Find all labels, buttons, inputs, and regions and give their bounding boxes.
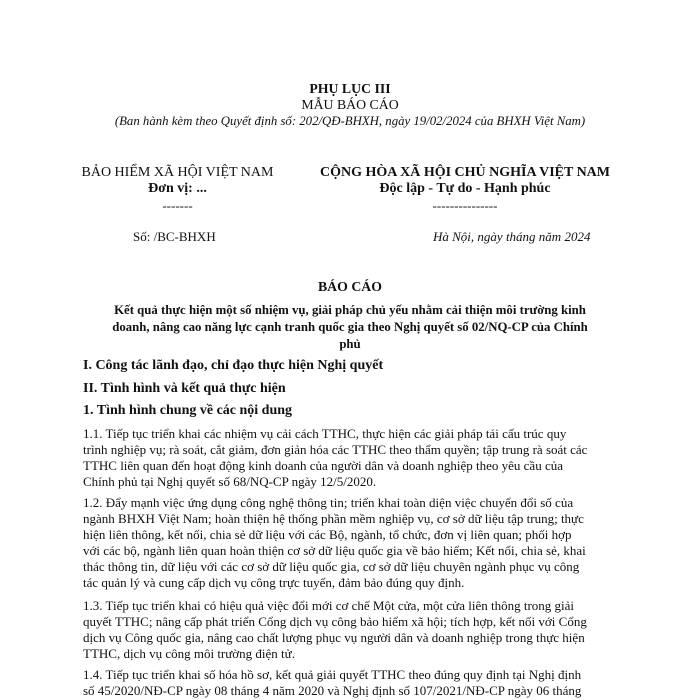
- paragraph-line: quyết TTHC; nâng cấp phát triển Cổng dịch vụ công bảo hiểm xã hội; tích hợp, kết nối với Cổng: [83, 614, 587, 629]
- paragraph-line: TTHC, dịch vụ công môi trường điện tử.: [83, 646, 295, 661]
- paragraph-line: Chính phủ tại Nghị quyết số 68/NQ-CP ngày 12/5/2020.: [83, 474, 377, 489]
- report-subject-line: Kết quả thực hiện một số nhiệm vụ, giải pháp chủ yếu nhằm cải thiện môi trường kinh: [114, 303, 586, 317]
- report-title: BÁO CÁO: [317, 279, 382, 294]
- appendix-title: PHỤ LỤC III: [309, 81, 391, 96]
- paragraph-line: trình nghiệp vụ; rà soát, cắt giảm, đơn giản hóa các TTHC theo thẩm quyền; tập trung rà soát các: [83, 442, 588, 457]
- paragraph-line: 1.4. Tiếp tục triển khai số hóa hồ sơ, kết quả giải quyết TTHC theo đúng quy định tại Nghị định: [83, 667, 582, 682]
- paragraph-line: 1.3. Tiếp tục triển khai có hiệu quả việc đổi mới cơ chế Một cửa, một cửa liên thông trong giải: [83, 598, 575, 613]
- paragraph-line: số 45/2020/NĐ-CP ngày 08 tháng 4 năm 2020 và Nghị định số 107/2021/NĐ-CP ngày 06 tháng: [83, 683, 582, 698]
- right-rule: ---------------: [432, 198, 498, 213]
- paragraph-line: thác thông tin, dữ liệu với các cơ sở dữ liệu quốc gia, cơ sở dữ liệu chuyên ngành phục vụ công: [83, 559, 580, 574]
- agency-name: BẢO HIỂM XÃ HỘI VIỆT NAM: [81, 165, 274, 180]
- appendix-note: (Ban hành kèm theo Quyết định số: 202/QĐ-BHXH, ngày 19/02/2024 của BHXH Việt Nam): [114, 114, 586, 128]
- paragraph-line: 1.1. Tiếp tục triển khai các nhiệm vụ cải cách TTHC, thực hiện các giải pháp tái cấu trúc quy: [83, 426, 567, 441]
- paragraph-line: ngành BHXH Việt Nam; hoàn thiện hệ thống phần mềm nghiệp vụ, cơ sở dữ liệu tập trung; thực: [83, 511, 584, 526]
- paragraph-line: hiện liên thông, kết nối, chia sẻ dữ liệu với các Bộ, ngành, tổ chức, đơn vị liên quan; phối hợp: [83, 527, 572, 542]
- paragraph-line: dịch vụ Công quốc gia, nâng cao chất lượng phục vụ người dân và doanh nghiệp trong thực hiện: [83, 630, 585, 645]
- appendix-subtitle: MẪU BÁO CÁO: [301, 97, 399, 112]
- national-motto: Độc lập - Tự do - Hạnh phúc: [379, 181, 551, 196]
- paragraph-line: 1.2. Đẩy mạnh việc ứng dụng công nghệ thông tin; triển khai toàn diện việc chuyển đổi số của: [83, 495, 574, 510]
- left-rule: -------: [162, 198, 193, 213]
- paragraph-line: TTHC liên quan đến hoạt động kinh doanh của người dân và doanh nghiệp theo yêu cầu của: [83, 458, 563, 473]
- report-subject-line: doanh, nâng cao năng lực cạnh tranh quốc gia theo Nghị quyết số 02/NQ-CP của Chính: [112, 320, 588, 334]
- paragraph-line: với các bộ, ngành liên quan hoàn thiện cơ sở dữ liệu quốc gia về bảo hiểm; Kết nối, chia sẻ, khai: [83, 543, 586, 558]
- document-number: Số: /BC-BHXH: [133, 229, 216, 244]
- subsection-heading: 1. Tình hình chung về các nội dung: [83, 403, 293, 418]
- paragraph-line: tác quản lý và cung cấp dịch vụ công trực tuyến, đảm bảo đúng quy định.: [83, 575, 465, 590]
- country-name: CỘNG HÒA XÃ HỘI CHỦ NGHĨA VIỆT NAM: [319, 165, 610, 180]
- section-heading: II. Tình hình và kết quả thực hiện: [83, 381, 286, 396]
- unit-label: Đơn vị: ...: [148, 181, 207, 196]
- document-date: Hà Nội, ngày tháng năm 2024: [433, 229, 591, 244]
- report-subject-line: phủ: [339, 337, 361, 351]
- section-heading: I. Công tác lãnh đạo, chỉ đạo thực hiện Nghị quyết: [83, 358, 384, 373]
